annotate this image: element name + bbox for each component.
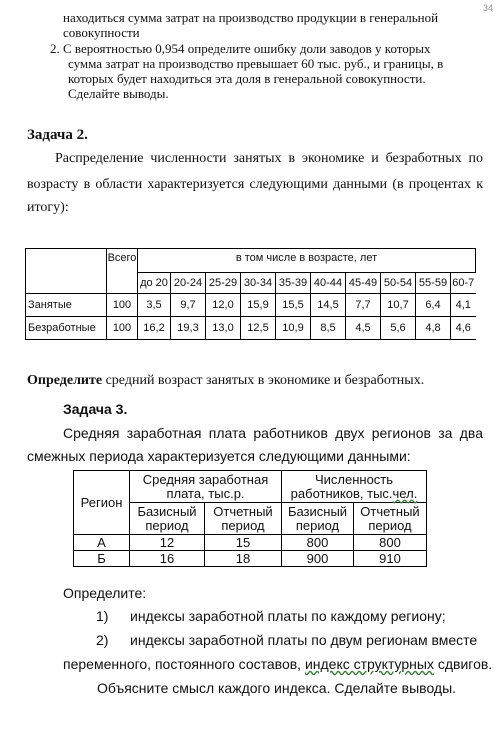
data-cell: 15 (205, 535, 282, 551)
age-header-cell: 35-39 (276, 273, 311, 294)
row-label: Безработные (26, 317, 107, 340)
data-cell: 16,2 (138, 317, 171, 340)
data-cell: 4,1 (451, 294, 476, 317)
table-row (74, 535, 427, 551)
data-cell: 800 (282, 535, 354, 551)
table-row (74, 551, 427, 567)
item-text: индексы заработной платы по двум регионам вместе (130, 632, 478, 648)
item-text: индексы заработной платы по каждому региону; (130, 608, 446, 624)
data-cell: 10,9 (276, 317, 311, 340)
data-cell: 7,7 (346, 294, 381, 317)
period-base-header: Базисный период (130, 503, 205, 535)
task2-instruction (27, 372, 424, 390)
row-total: 100 (107, 294, 138, 317)
item-continuation: переменного, постоянного составов, индекс структурных сдвигов. (63, 656, 493, 672)
age-header-cell: до 20 (138, 273, 171, 294)
item2-line-3: которых будет находиться эта доля в генеральной совокупности. (68, 71, 426, 86)
data-cell: 13,0 (206, 317, 241, 340)
data-cell: 900 (282, 551, 354, 567)
data-cell: 12 (130, 535, 205, 551)
determine-label: Определите: (63, 585, 147, 601)
task3-title: Задача 3. (63, 401, 128, 417)
data-cell: 6,4 (416, 294, 451, 317)
region-header: Регион (74, 471, 130, 535)
data-cell: 12,5 (241, 317, 276, 340)
data-cell: 19,3 (171, 317, 206, 340)
data-cell: 10,7 (381, 294, 416, 317)
data-cell: 4,8 (416, 317, 451, 340)
age-header-cell: 25-29 (206, 273, 241, 294)
period-base-header: Базисный период (282, 503, 354, 535)
data-cell: 15,9 (241, 294, 276, 317)
age-group-header: в том числе в возрасте, лет (138, 249, 476, 273)
task2-para-line-2: возрасту в области характеризуется следующими данными (в процентах к (27, 177, 483, 192)
item2-line-1: С вероятностью 0,954 определите ошибку доли заводов у которых (63, 41, 431, 56)
closing-line: Объясните смысл каждого индекса. Сделайте выводы. (97, 680, 457, 696)
data-cell: 8,5 (311, 317, 346, 340)
data-cell: 16 (130, 551, 205, 567)
period-report-header: Отчетный период (205, 503, 282, 535)
region-cell: А (74, 535, 130, 551)
table-row (26, 294, 476, 317)
data-cell: 4,6 (451, 317, 476, 340)
data-cell: 910 (354, 551, 427, 567)
age-distribution-table (25, 248, 476, 340)
row-total: 100 (107, 317, 138, 340)
data-cell: 3,5 (138, 294, 171, 317)
data-cell: 800 (354, 535, 427, 551)
task2-para-line-1: Распределение численности занятых в экономике и безработных по (55, 151, 483, 166)
total-header: Всего (107, 249, 138, 294)
age-header-cell: 45-49 (346, 273, 381, 294)
data-cell: 9,7 (171, 294, 206, 317)
data-cell: 15,5 (276, 294, 311, 317)
item-number: 1) (96, 608, 109, 624)
item2-line-2: сумма затрат на производство превышает 60 тыс. руб., и границы, в (68, 56, 444, 71)
item-number: 2) (96, 632, 109, 648)
age-header-cell: 30-34 (241, 273, 276, 294)
table-row (26, 317, 476, 340)
wage-header: Средняя заработная плата, тыс.р. (130, 471, 282, 503)
row-label: Занятые (26, 294, 107, 317)
age-header-cell: 40-44 (311, 273, 346, 294)
task2-title: Задача 2. (27, 127, 88, 143)
instruction-bold: Определите (27, 373, 103, 388)
period-report-header: Отчетный период (354, 503, 427, 535)
item2-number: 2. (50, 41, 60, 56)
task3-para-line-1: Средняя заработная плата работников двух регионов за два (63, 425, 483, 441)
data-cell: 5,6 (381, 317, 416, 340)
data-cell: 14,5 (311, 294, 346, 317)
age-header-cell: 55-59 (416, 273, 451, 294)
data-cell: 12,0 (206, 294, 241, 317)
data-cell: 4,5 (346, 317, 381, 340)
item2-line-4: Сделайте выводы. (68, 86, 169, 101)
age-header-cell: 20-24 (171, 273, 206, 294)
task3-para-line-2: смежных периода характеризуется следующими данными: (27, 448, 411, 464)
top-line-1: находиться сумма затрат на производство продукции в генеральной (63, 10, 439, 25)
age-header-cell: 50-54 (381, 273, 416, 294)
age-header-cell: 60-7 (451, 273, 476, 294)
region-cell: Б (74, 551, 130, 567)
top-line-2: совокупности (63, 25, 140, 40)
instruction-rest: средний возраст занятых в экономике и безработных. (102, 373, 425, 388)
wage-table (73, 470, 427, 567)
page-number: 34 (482, 3, 493, 13)
data-cell: 18 (205, 551, 282, 567)
task2-para-line-3: итогу): (27, 200, 69, 215)
corner-cell (26, 249, 107, 294)
count-header: Численность работников, тыс.чел. (282, 471, 427, 503)
